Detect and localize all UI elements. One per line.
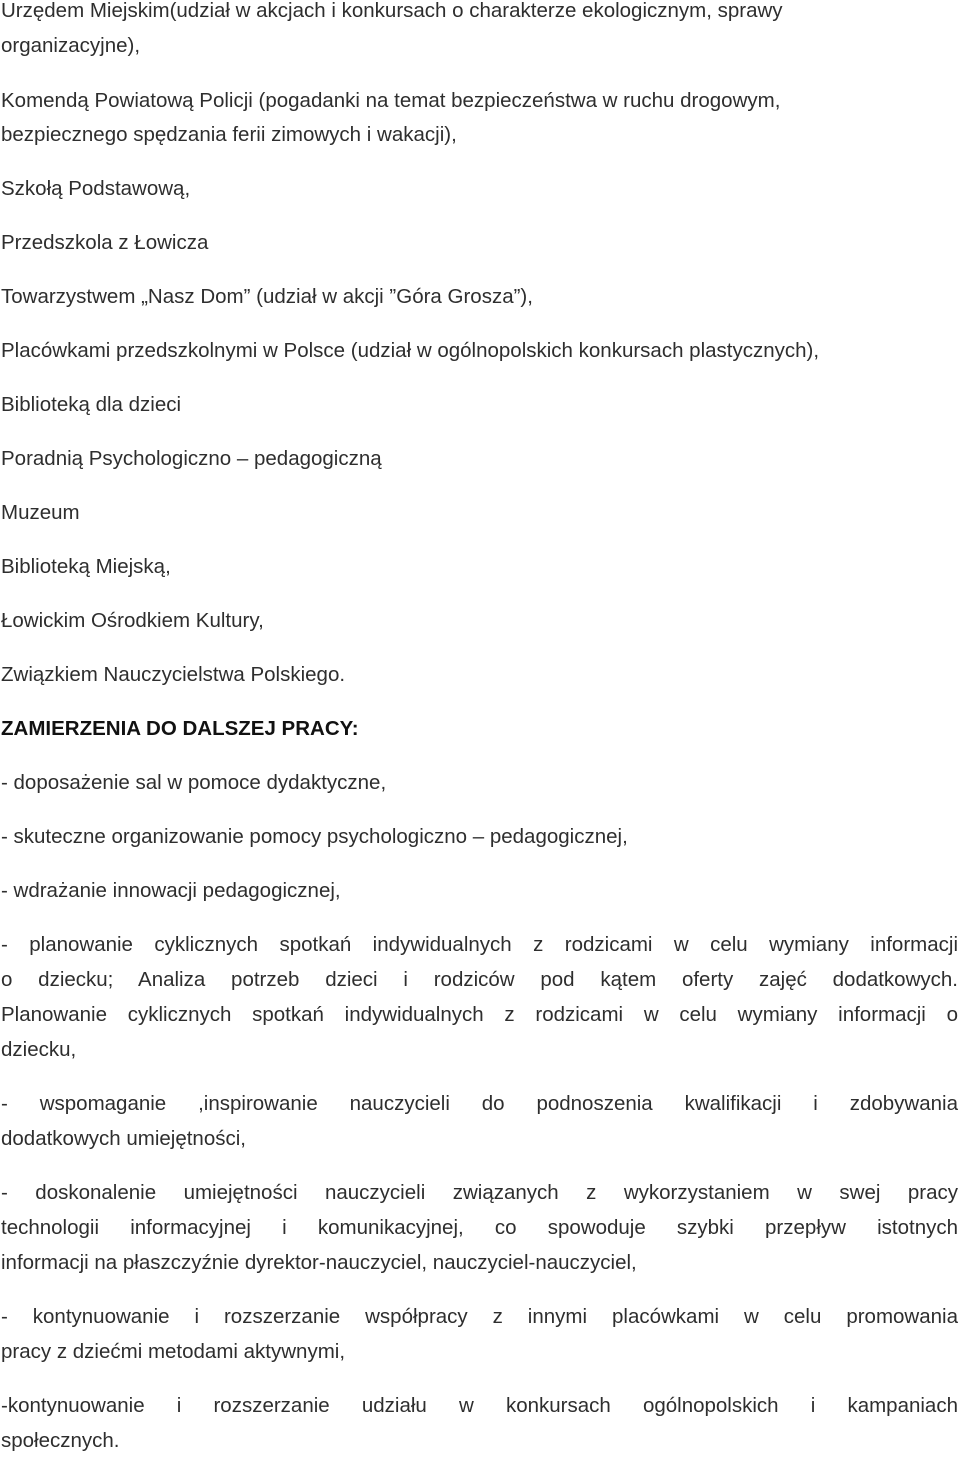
section-heading: ZAMIERZENIA DO DALSZEJ PRACY: [1,717,359,740]
partner-item-line: organizacyjne), [1,34,141,57]
plan-item-line: - kontynuowanie i rozszerzanie współpracy z innymi placówkami w celu promowania [1,1305,958,1328]
plan-item-line: informacji na płaszczyźnie dyrektor-nauczyciel, nauczyciel-nauczyciel, [1,1251,637,1274]
plan-item-line: - wdrażanie innowacji pedagogicznej, [1,879,341,902]
partner-item-line: Przedszkola z Łowicza [1,231,209,254]
partner-item-line: Poradnią Psychologiczno – pedagogiczną [1,447,382,470]
plan-item-line: - doskonalenie umiejętności nauczycieli związanych z wykorzystaniem w swej pracy [1,1181,958,1204]
plan-item-line: technologii informacyjnej i komunikacyjnej, co spowoduje szybki przepływ istotnych [1,1216,958,1239]
partner-item-line: Biblioteką dla dzieci [1,393,182,416]
partner-item-line: Łowickim Ośrodkiem Kultury, [1,609,264,632]
partner-item-line: Muzeum [1,501,80,524]
plan-item-line: dziecku, [1,1038,77,1061]
plan-item-line: o dziecku; Analiza potrzeb dzieci i rodziców pod kątem oferty zajęć dodatkowych. [1,968,958,991]
plan-item-line: pracy z dziećmi metodami aktywnymi, [1,1340,346,1363]
partner-item-line: Biblioteką Miejską, [1,555,171,578]
partner-item-line: Szkołą Podstawową, [1,177,191,200]
plan-item-line: dodatkowych umiejętności, [1,1127,246,1150]
plan-item-line: społecznych. [1,1429,120,1452]
plan-item-line: Planowanie cyklicznych spotkań indywidualnych z rodzicami w celu wymiany informacji o [1,1003,958,1026]
partner-item-line: Związkiem Nauczycielstwa Polskiego. [1,663,346,686]
plan-item-line: - skuteczne organizowanie pomocy psychologiczno – pedagogicznej, [1,825,628,848]
plan-item-line: - planowanie cyklicznych spotkań indywidualnych z rodzicami w celu wymiany informacji [1,933,958,956]
partner-item-line: bezpiecznego spędzania ferii zimowych i wakacji), [1,123,457,146]
plan-item-line: -kontynuowanie i rozszerzanie udziału w konkursach ogólnopolskich i kampaniach [1,1394,958,1417]
partner-item-line: Towarzystwem „Nasz Dom” (udział w akcji ”Góra Grosza”), [1,285,533,308]
plan-item-line: - wspomaganie ,inspirowanie nauczycieli do podnoszenia kwalifikacji i zdobywania [1,1092,958,1115]
partner-item-line: Placówkami przedszkolnymi w Polsce (udział w ogólnopolskich konkursach plastycznych), [1,339,820,362]
partner-item-line: Urzędem Miejskim(udział w akcjach i konkursach o charakterze ekologicznym, sprawy [1,0,783,22]
plan-item-line: - doposażenie sal w pomoce dydaktyczne, [1,771,387,794]
partner-item-line: Komendą Powiatową Policji (pogadanki na temat bezpieczeństwa w ruchu drogowym, [1,89,781,112]
